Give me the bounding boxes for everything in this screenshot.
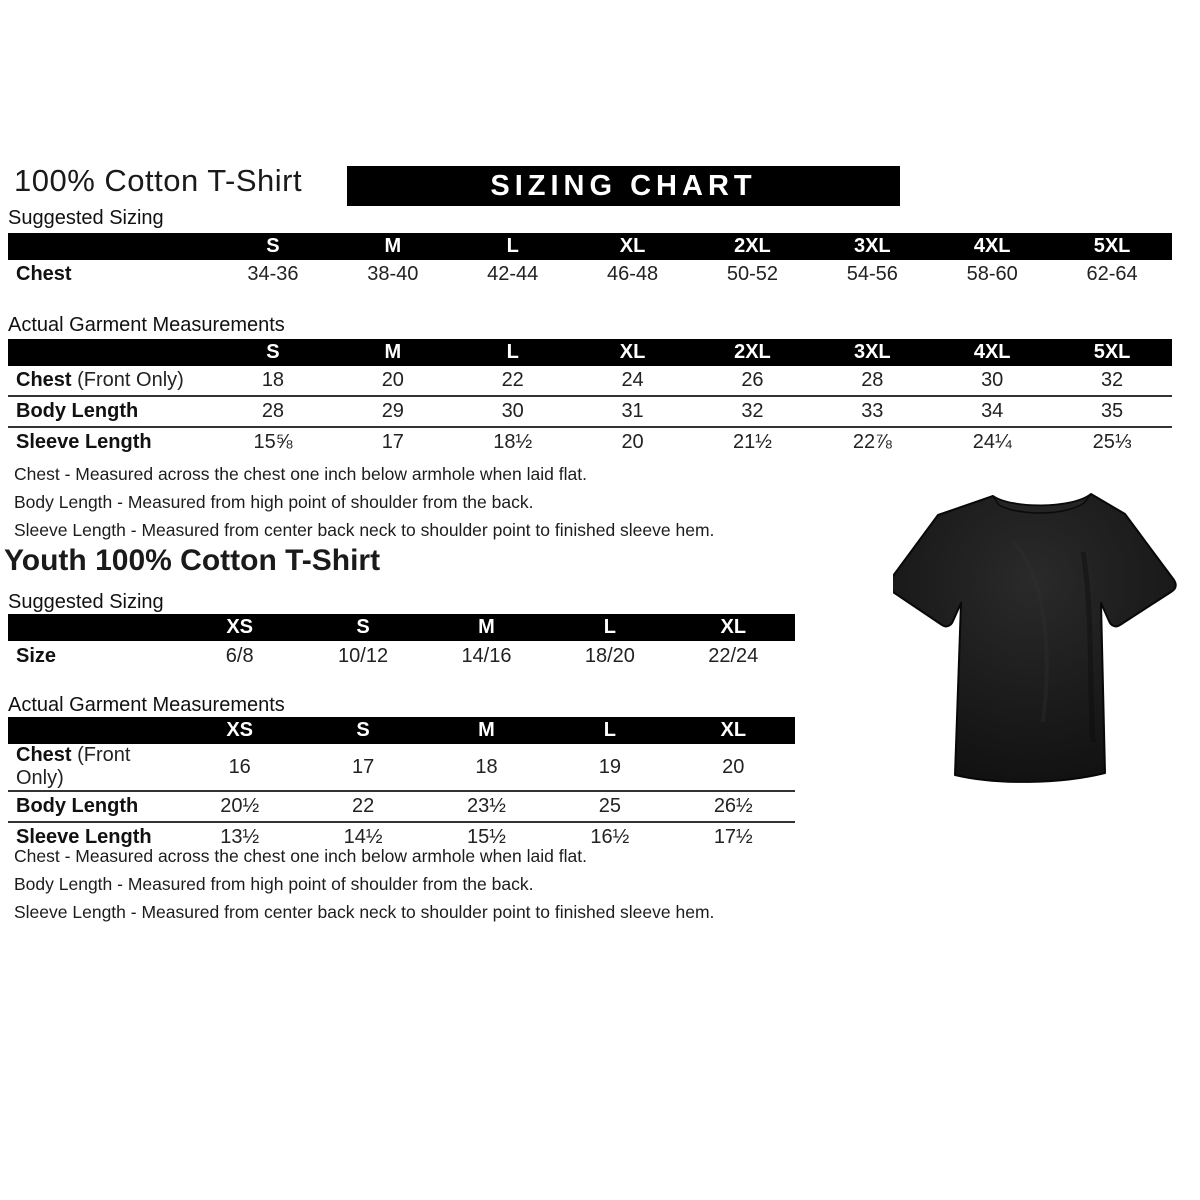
tshirt-body-shape <box>893 494 1176 782</box>
size-column-header: S <box>301 614 424 641</box>
cell-value: 25 <box>548 791 671 822</box>
size-column-header: S <box>301 717 424 744</box>
black-tshirt-photo <box>893 482 1193 802</box>
cell-value: 14/16 <box>461 645 512 667</box>
row-label: Body Length <box>8 791 178 822</box>
cell-value: 26½ <box>672 791 795 822</box>
row-label: Size <box>16 645 57 667</box>
size-column-header: M <box>425 614 548 641</box>
cell-value: 20 <box>722 755 745 778</box>
youth-actual-measurements-label: Actual Garment Measurements <box>8 694 285 716</box>
cell-value: 23½ <box>425 791 548 822</box>
cell-value: 17½ <box>672 822 795 852</box>
note-sleeve-length: Sleeve Length - Measured from center back neck to shoulder point to finished sleeve hem. <box>14 902 715 922</box>
size-column-header: 4XL <box>932 233 1052 260</box>
cell-value: 33 <box>812 396 932 427</box>
page-title: 100% Cotton T-Shirt <box>14 163 303 198</box>
cell-value: 20 <box>573 427 693 457</box>
row-label: Chest <box>16 263 72 285</box>
cell-value: 20 <box>381 369 404 391</box>
size-column-header: L <box>548 614 671 641</box>
row-label: Chest (Front Only) <box>16 369 184 391</box>
cell-value: 32 <box>693 396 813 427</box>
cell-value: 29 <box>333 396 453 427</box>
cell-value: 50-52 <box>726 263 779 285</box>
cell-value: 26 <box>741 369 764 391</box>
size-column-header: 2XL <box>693 339 813 366</box>
size-column-header: XL <box>672 717 795 744</box>
cell-value: 16½ <box>548 822 671 852</box>
cell-value: 24 <box>621 369 644 391</box>
youth-measurement-notes <box>14 842 714 926</box>
cell-value: 22 <box>501 369 524 391</box>
adult-measurement-notes <box>14 460 714 544</box>
row-label: Sleeve Length <box>8 822 178 852</box>
measurement-row <box>8 641 795 672</box>
cell-value: 21½ <box>693 427 813 457</box>
note-body-length: Body Length - Measured from high point of shoulder from the back. <box>14 874 534 894</box>
size-column-header: L <box>548 717 671 744</box>
adult-suggested-sizing-table <box>8 233 1172 289</box>
cell-value: 38-40 <box>367 263 419 285</box>
header-spacer <box>8 339 213 366</box>
cell-value: 62-64 <box>1086 263 1138 285</box>
youth-suggested-sizing-table <box>8 614 795 672</box>
size-column-header: M <box>425 717 548 744</box>
size-column-header: S <box>213 339 333 366</box>
size-column-header: M <box>333 233 453 260</box>
cell-value: 15⅝ <box>213 427 333 457</box>
cell-value: 42-44 <box>487 263 539 285</box>
black-tshirt-image <box>893 482 1193 802</box>
cell-value: 30 <box>981 369 1004 391</box>
cell-value: 28 <box>861 369 884 391</box>
cell-value: 30 <box>453 396 573 427</box>
adult-suggested-sizing-label: Suggested Sizing <box>8 207 164 229</box>
cell-value: 14½ <box>301 822 424 852</box>
cell-value: 17 <box>351 755 375 778</box>
size-column-header: S <box>213 233 333 260</box>
cell-value: 18 <box>475 755 498 778</box>
cell-value: 54-56 <box>846 263 898 285</box>
table-header-row <box>8 339 1172 366</box>
measurement-row <box>8 744 795 791</box>
cell-value: 15½ <box>425 822 548 852</box>
cell-value: 18½ <box>453 427 573 457</box>
cell-value: 34-36 <box>247 263 299 285</box>
header-spacer <box>8 233 213 260</box>
size-column-header: M <box>333 339 453 366</box>
size-column-header: XS <box>178 614 301 641</box>
size-column-header: 3XL <box>812 233 932 260</box>
cell-value: 35 <box>1052 396 1172 427</box>
size-column-header: XS <box>178 717 301 744</box>
size-column-header: L <box>453 233 573 260</box>
cell-value: 19 <box>598 755 621 778</box>
size-column-header: L <box>453 339 573 366</box>
header-spacer <box>8 717 178 744</box>
cell-value: 18 <box>261 369 285 391</box>
table-header-row <box>8 233 1172 260</box>
measurement-row <box>8 791 795 822</box>
measurement-row <box>8 260 1172 289</box>
note-sleeve-length: Sleeve Length - Measured from center back neck to shoulder point to finished sleeve hem. <box>14 520 715 540</box>
table-header-row <box>8 717 795 744</box>
table-header-row <box>8 614 795 641</box>
cell-value: 6/8 <box>225 645 254 667</box>
size-column-header: 5XL <box>1052 339 1172 366</box>
youth-actual-measurements-table <box>8 717 795 852</box>
youth-section-title: Youth 100% Cotton T-Shirt <box>4 544 381 577</box>
cell-value: 58-60 <box>966 263 1018 285</box>
measurement-row <box>8 366 1172 396</box>
cell-value: 10/12 <box>338 645 389 667</box>
row-label: Chest (Front Only) <box>16 744 131 789</box>
cell-value: 18/20 <box>584 645 635 667</box>
cell-value: 16 <box>228 755 251 778</box>
size-column-header: XL <box>573 233 693 260</box>
cell-value: 22/24 <box>708 645 759 667</box>
measurement-row <box>8 427 1172 457</box>
cell-value: 34 <box>932 396 1052 427</box>
row-label: Body Length <box>8 396 213 427</box>
note-chest: Chest - Measured across the chest one inch below armhole when laid flat. <box>14 464 587 484</box>
size-column-header: XL <box>672 614 795 641</box>
cell-value: 17 <box>333 427 453 457</box>
sizing-chart-banner: SIZING CHART <box>347 166 900 206</box>
note-chest: Chest - Measured across the chest one inch below armhole when laid flat. <box>14 846 587 866</box>
size-column-header: 4XL <box>932 339 1052 366</box>
header-spacer <box>8 614 178 641</box>
measurement-row <box>8 396 1172 427</box>
row-label: Sleeve Length <box>8 427 213 457</box>
adult-actual-measurements-label: Actual Garment Measurements <box>8 314 285 336</box>
size-column-header: 3XL <box>812 339 932 366</box>
cell-value: 20½ <box>178 791 301 822</box>
cell-value: 25⅓ <box>1052 427 1172 457</box>
cell-value: 22 <box>301 791 424 822</box>
cell-value: 32 <box>1100 369 1124 391</box>
size-column-header: 2XL <box>693 233 813 260</box>
adult-actual-measurements-table <box>8 339 1172 457</box>
cell-value: 24¼ <box>932 427 1052 457</box>
size-column-header: XL <box>573 339 693 366</box>
cell-value: 28 <box>213 396 333 427</box>
note-body-length: Body Length - Measured from high point of shoulder from the back. <box>14 492 534 512</box>
cell-value: 22⅞ <box>812 427 932 457</box>
cell-value: 13½ <box>178 822 301 852</box>
cell-value: 31 <box>573 396 693 427</box>
cell-value: 46-48 <box>606 263 659 285</box>
youth-suggested-sizing-label: Suggested Sizing <box>8 591 164 613</box>
size-column-header: 5XL <box>1052 233 1172 260</box>
